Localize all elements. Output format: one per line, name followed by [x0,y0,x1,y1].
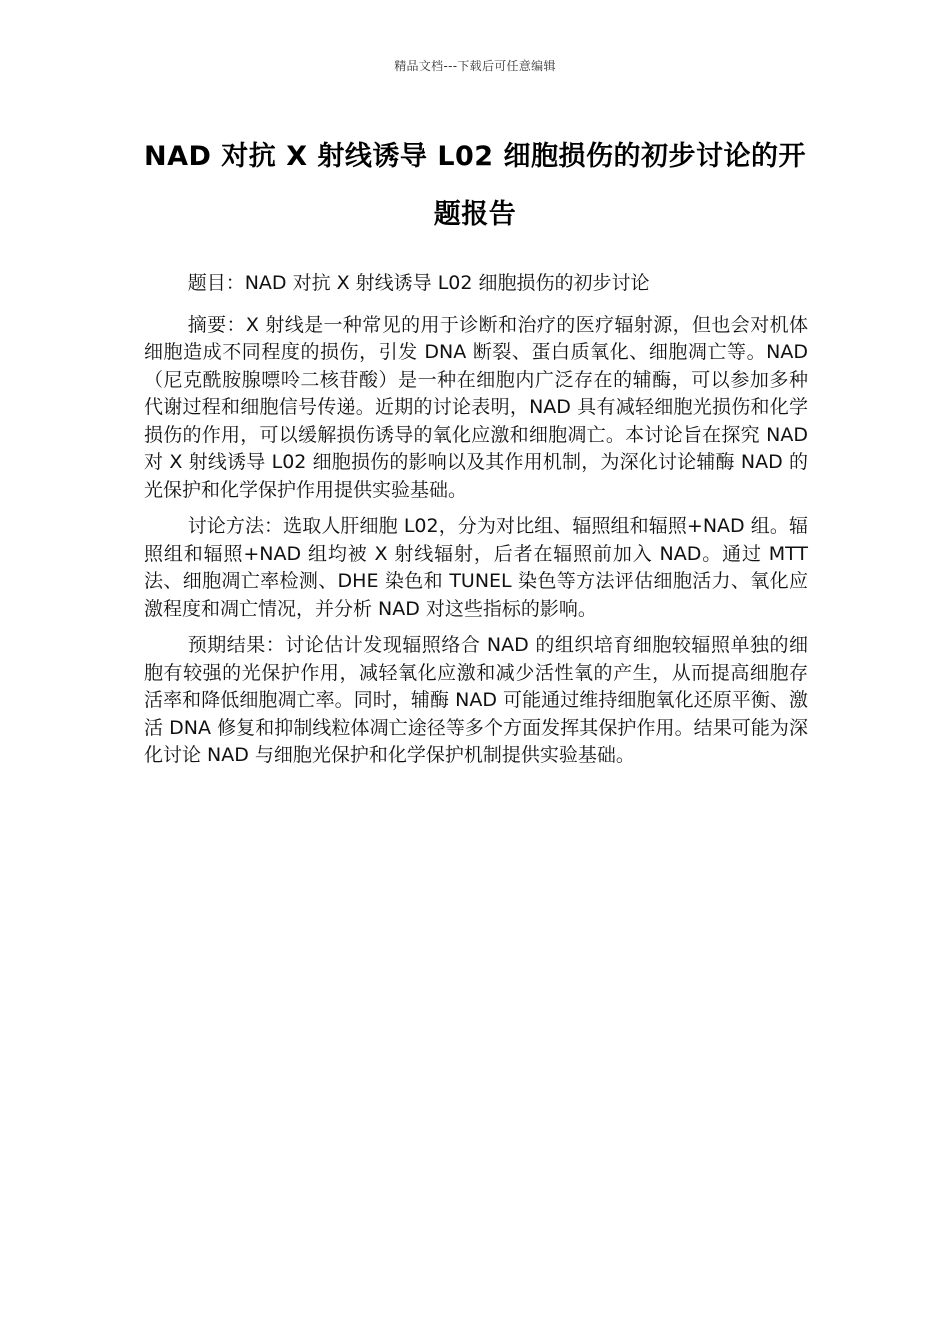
document-body [144,270,808,779]
paragraph-expected-results: 预期结果：讨论估计发现辐照络合 NAD 的组织培育细胞较辐照单独的细胞有较强的光保护作用，减轻氧化应激和减少活性氧的产生，从而提高细胞存活率和降低细胞凋亡率。同时，辅酶 NAD 可能通过维持细胞氧化还原平衡、激活 DNA 修复和抑制线粒体凋亡途径等多个方面发挥其保护作用。结果可能为深化讨论 NAD 与细胞光保护和化学保护机制提供实验基础。 [144,634,808,766]
header-note: 精品文档---下载后可任意编辑 [394,59,556,73]
paragraph-topic: 题目：NAD 对抗 X 射线诱导 L02 细胞损伤的初步讨论 [187,272,650,294]
paragraph-methods: 讨论方法：选取人肝细胞 L02，分为对比组、辐照组和辐照+NAD 组。辐照组和辐照+NAD 组均被 X 射线辐射，后者在辐照前加入 NAD。通过 MTT 法、细胞凋亡率检测、DHE 染色和 TUNEL 染色等方法评估细胞活力、氧化应激程度和凋亡情况，并分析 NAD 对这些指标的影响。 [144,515,808,620]
paragraph-abstract: 摘要：X 射线是一种常见的用于诊断和治疗的医疗辐射源，但也会对机体细胞造成不同程度的损伤，引发 DNA 断裂、蛋白质氧化、细胞凋亡等。NAD（尼克酰胺腺嘌呤二核苷酸）是一种在细胞内广泛存在的辅酶，可以参加多种代谢过程和细胞信号传递。近期的讨论表明，NAD 具有减轻细胞光损伤和化学损伤的作用，可以缓解损伤诱导的氧化应激和细胞凋亡。本讨论旨在探究 NAD 对 X 射线诱导 L02 细胞损伤的影响以及其作用机制，为深化讨论辅酶 NAD 的光保护和化学保护作用提供实验基础。 [144,313,808,501]
document-title: NAD 对抗 X 射线诱导 L02 细胞损伤的初步讨论的开题报告 [144,141,806,230]
